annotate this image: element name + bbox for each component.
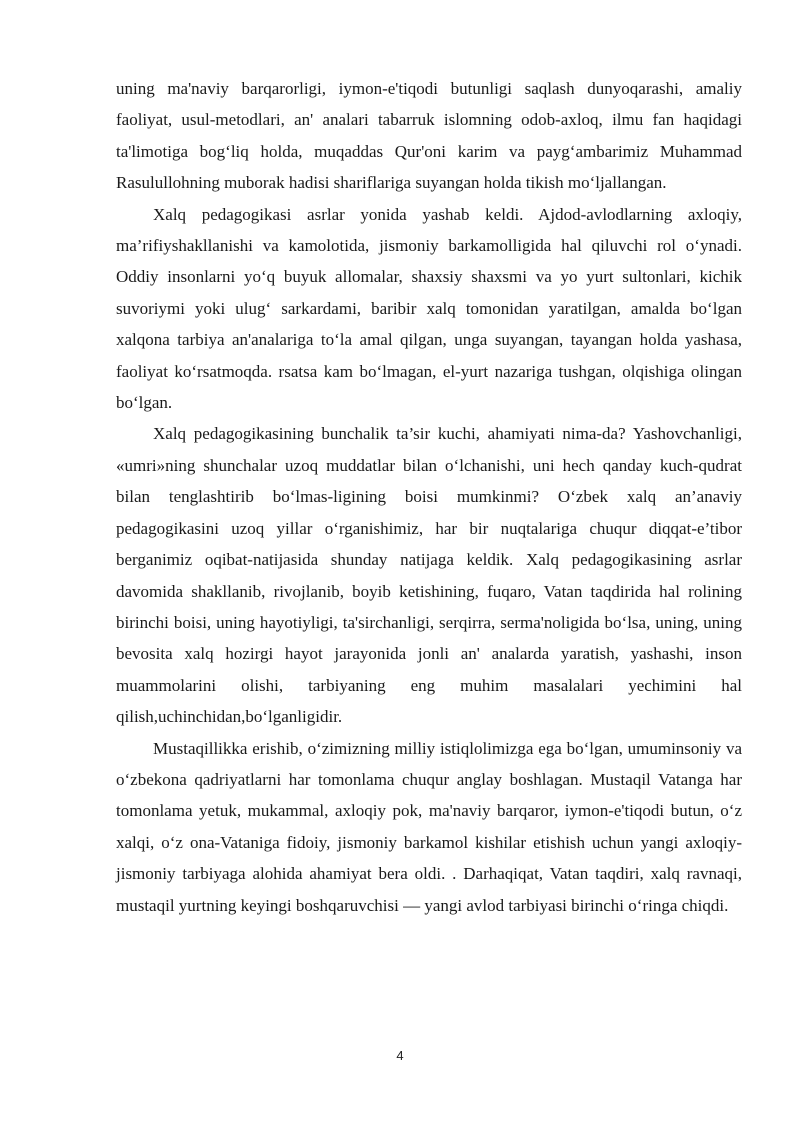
paragraph-continuation: uning ma'naviy barqarorligi, iymon-e'tiqodi butunligi saqlash dunyoqarashi, amaliy faoliyat, usul-metodlari, an' analari tabarruk islomning odob-axloq, ilmu fan haqidagi ta'limotiga bog‘liq holda, muqaddas Qur'oni karim va payg‘ambarimiz Muhammad Rasulullohning muborak hadisi shariflariga suyangan holda tikish mo‘ljallangan.	[116, 79, 742, 193]
paragraph-influence: Xalq pedagogikasining bunchalik ta’sir kuchi, ahamiyati nima-da? Yashovchanligi, «umri»ning shunchalar uzoq muddatlar bilan o‘lchanishi, uni hech qanday kuch-qudrat bilan tenglashtirib bo‘lmas-ligining boisi mumkinmi? O‘zbek xalq an’anaviy pedagogikasini uzoq yillar o‘rganishimiz, har bir nuqtalariga chuqur diqqat-e’tibor berganimiz oqibat-natijasida shunday natijaga keldik. Xalq pedagogikasining asrlar davomida shakllanib, rivojlanib, boyib ketishining, fuqaro, Vatan taqdirida hal rolining birinchi boisi, uning hayotiyligi, ta'sirchanligi, serqirra, serma'noligida bo‘lsa, uning, uning bevosita xalq hozirgi hayot jarayonida jonli an' analarda yaratish, yashashi, inson muammolarini olishi, tarbiyaning eng muhim masalalari yechimini hal qilish,uchinchidan,bo‘lganligidir.	[116, 424, 742, 727]
paragraph-independence: Mustaqillikka erishib, o‘zimizning milliy istiqlolimizga ega bo‘lgan, umuminsoniy va o‘zbekona qadriyatlarni har tomonlama chuqur anglay boshlagan. Mustaqil Vatanga har tomonlama yetuk, mukammal, axloqiy pok, ma'naviy barqaror, iymon-e'tiqodi butun, o‘z xalqi, o‘z ona-Vataniga fidoiy, jismoniy barkamol kishilar etishish uchun yangi axloqiy-jismoniy tarbiyaga alohida ahamiyat bera oldi. . Darhaqiqat, Vatan taqdiri, xalq ravnaqi, mustaqil yurtning keyingi boshqaruvchisi — yangi avlod tarbiyasi birinchi o‘ringa chiqdi.	[116, 738, 742, 915]
page-number: 4	[396, 1048, 404, 1063]
document-page	[116, 73, 742, 921]
paragraph-folk-pedagogy: Xalq pedagogikasi asrlar yonida yashab keldi. Ajdod-avlodlarning axloqiy, ma’rifiyshakllanishi va kamolotida, jismoniy barkamolligida hal qiluvchi rol o‘ynadi. Oddiy insonlarni yo‘q buyuk allomalar, shaxsiy shaxsmi va yo yurt sultonlari, kichik suvoriymi yoki ulug‘ sarkardami, baribir xalq tomonidan yaratilgan, amalda bo‘lgan xalqona tarbiya an'analariga to‘la amal qilgan, unga suyangan, tayangan holda yashasa, faoliyat ko‘rsatmoqda. rsatsa kam bo‘lmagan, el-yurt nazariga tushgan, olqishiga olingan bo‘lgan.	[116, 204, 742, 413]
